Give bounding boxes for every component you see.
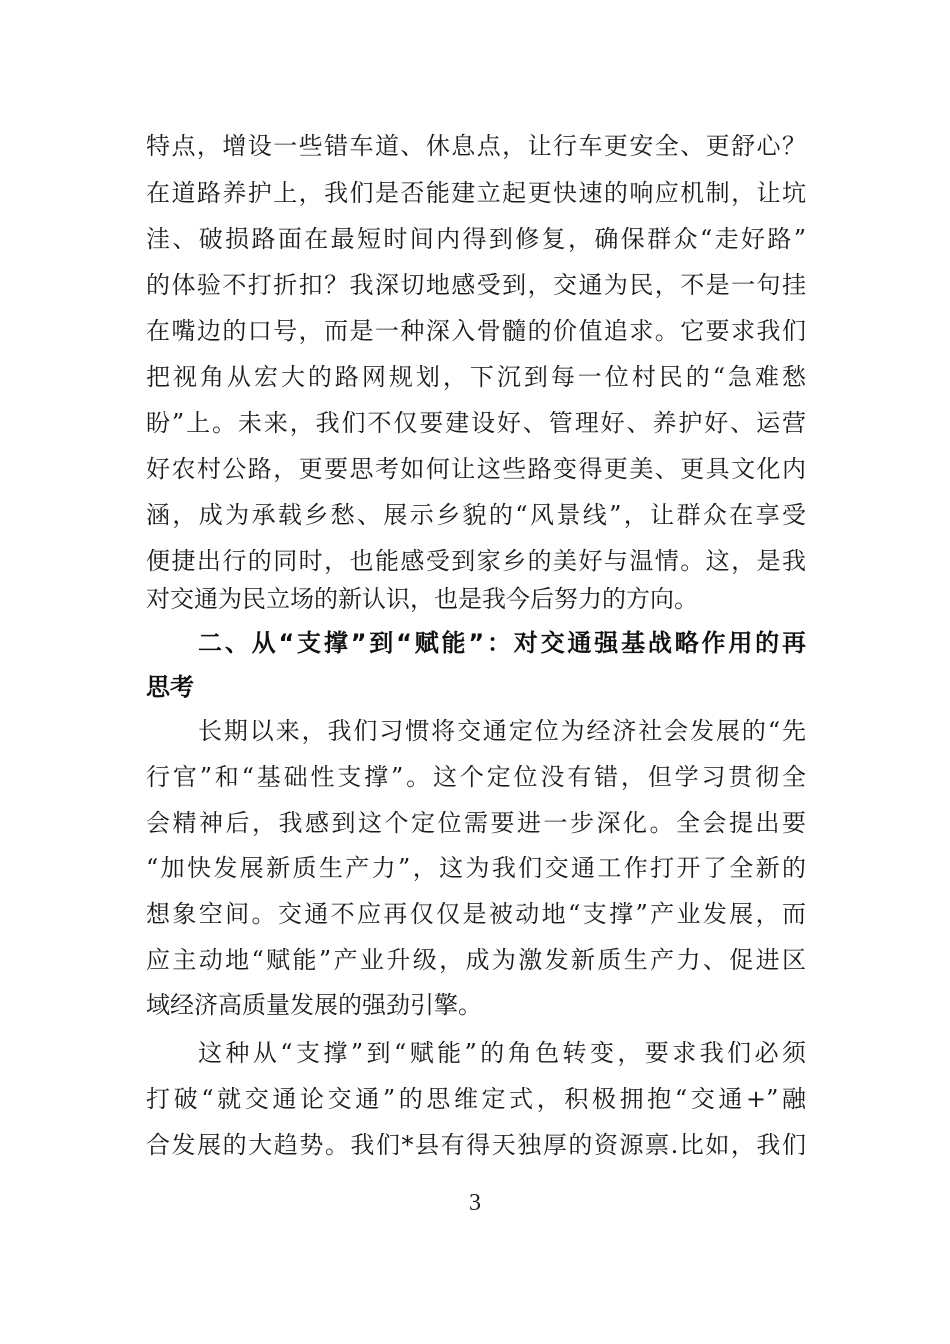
text-line: 这种从“支撑”到“赋能”的角色转变，要求我们必须	[198, 1039, 806, 1067]
text-line: 便捷出行的同时，也能感受到家乡的美好与温情。这，是我	[146, 547, 806, 575]
text-line: 行官”和“基础性支撑”。这个定位没有错，但学习贯彻全	[146, 763, 806, 791]
text-line: 好农村公路，更要思考如何让这些路变得更美、更具文化内	[146, 455, 806, 483]
text-line: 对交通为民立场的新认识，也是我今后努力的方向。	[146, 585, 698, 613]
page-number: 3	[469, 1190, 481, 1216]
text-line: 把视角从宏大的路网规划，下沉到每一位村民的“急难愁	[146, 363, 806, 391]
text-line: 洼、破损路面在最短时间内得到修复，确保群众“走好路”	[146, 225, 806, 253]
text-line: 特点，增设一些错车道、休息点，让行车更安全、更舒心？	[146, 132, 806, 160]
text-line: 长期以来，我们习惯将交通定位为经济社会发展的“先	[198, 717, 806, 745]
text-line: 会精神后，我感到这个定位需要进一步深化。全会提出要	[146, 809, 806, 837]
text-line: 涵，成为承载乡愁、展示乡貌的“风景线”，让群众在享受	[146, 501, 806, 529]
text-line: 域经济高质量发展的强劲引擎。	[146, 991, 482, 1019]
text-line: 想象空间。交通不应再仅仅是被动地“支撑”产业发展，而	[146, 900, 806, 928]
section-heading-line: 二、从“支撑”到“赋能”：对交通强基战略作用的再	[198, 629, 806, 657]
text-line: 打破“就交通论交通”的思维定式，积极拥抱“交通+”融	[146, 1085, 806, 1113]
section-heading-line: 思考	[146, 673, 194, 701]
text-line: 的体验不打折扣？我深切地感受到，交通为民，不是一句挂	[146, 271, 806, 299]
text-line: “加快发展新质生产力”，这为我们交通工作打开了全新的	[146, 854, 806, 882]
text-line: 应主动地“赋能”产业升级，成为激发新质生产力、促进区	[146, 946, 806, 974]
text-line: 在道路养护上，我们是否能建立起更快速的响应机制，让坑	[146, 179, 806, 207]
text-line: 在嘴边的口号，而是一种深入骨髓的价值追求。它要求我们	[146, 317, 806, 345]
text-line: 盼”上。未来，我们不仅要建设好、管理好、养护好、运营	[146, 409, 806, 437]
text-line: 合发展的大趋势。我们*县有得天独厚的资源禀.比如，我们	[146, 1131, 806, 1159]
